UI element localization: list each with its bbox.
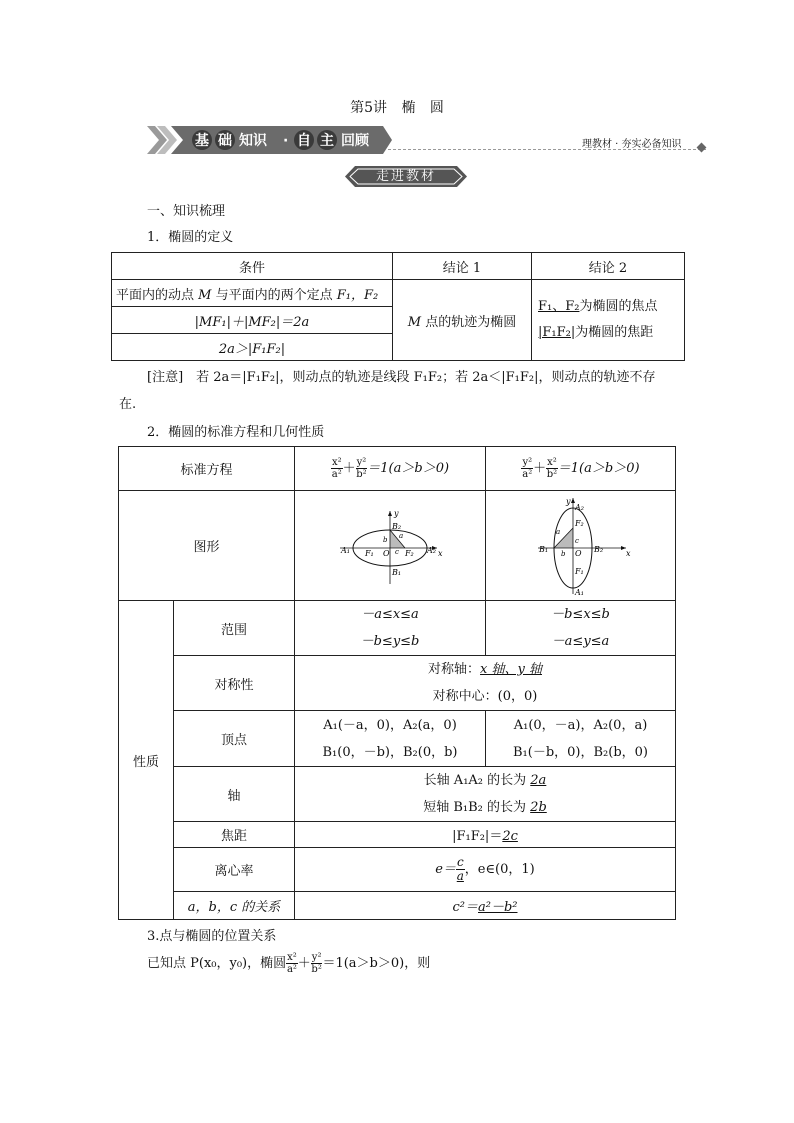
horizontal-ellipse-graph [335,506,445,586]
equation-vertical: $\frac{\text{y²}}{\text{a²}}$ ＋ $\frac{\text{x²}}{\text{b²}}$ ＝1(a＞b＞0) [486,447,676,491]
banner-dot: · [283,133,289,149]
header-condition: 条件 [112,253,393,280]
banner-subtitle: 理教材 · 夯实必备知识 [582,139,682,150]
properties-table [118,446,676,920]
point-position-statement: 已知点 P(x₀，y₀)，椭圆 $\frac{\text{x²}}{\text{a²}}$ ＋ $\frac{\text{y²}}{\text{b²}}$ ＝1(a＞b＞0)，则 [147,952,431,975]
banner-char-1: 基 [195,133,209,149]
heading-point-position: 3.点与椭圆的位置关系 [147,929,277,944]
graph2-label-b: b [560,549,565,558]
conclusion-2: F₁、F₂为椭圆的焦点 |F₁F₂|为椭圆的焦距 [532,280,685,361]
header-conclusion-2: 结论 2 [532,253,685,280]
vertices-vertical: A₁(0，－a)，A₂(0，a) B₁(－b，0)，B₂(b，0) [486,711,676,767]
topic-char-1: 椭 [401,100,416,116]
heading-definition: 1．椭圆的定义 [147,230,234,245]
heading-knowledge: 一、知识梳理 [147,204,226,219]
graph2-label-B2: B₂ [593,544,603,554]
topic-char-2: 圆 [429,100,444,116]
graph1-label-b: b [383,535,388,544]
graph2-label-y: y [565,496,571,506]
graph2-label-O: O [574,548,582,558]
graph-vertical-cell [486,491,676,601]
definition-table [111,252,685,361]
graph-horizontal-cell [295,491,486,601]
graph1-label-B1: B₁ [392,567,402,577]
graph2-label-A2: A₂ [574,502,584,512]
abc-relation-value: c²＝a²－b² [295,892,676,920]
graph2-label-B1: B₁ [538,544,548,554]
label-symmetry: 对称性 [174,656,295,711]
label-standard-equation: 标准方程 [119,447,295,491]
graph2-label-F2: F₂ [574,518,584,528]
label-vertices: 顶点 [174,711,295,767]
section-banner [147,126,392,154]
graph2-label-A1: A₁ [574,587,584,596]
conclusion-1: M 点的轨迹为椭圆 [393,280,532,361]
eccentricity-value: e＝ $\frac{c}{a}$ ，e∈(0，1) [295,848,676,892]
vertical-ellipse-graph [526,496,636,596]
graph1-label-F2: F₂ [405,548,414,558]
label-focal-distance: 焦距 [174,822,295,848]
label-axis: 轴 [174,767,295,822]
symmetry-value: 对称轴：x 轴、y 轴 对称中心：(0，0) [295,656,676,711]
condition-1: 平面内的动点 M 与平面内的两个定点 F₁，F₂ [112,280,393,307]
graph2-label-x: x [625,548,631,558]
condition-2: |MF₁|＋|MF₂|＝2a [112,307,393,334]
note-line-2: 在. [119,397,137,412]
diamond-icon [697,143,707,153]
label-abc-relation: a，b，c 的关系 [174,892,295,920]
graph1-label-a: a [399,531,404,540]
graph1-label-B2: B₂ [392,521,402,531]
banner-char-3: 自 [297,133,311,149]
banner-word-1: 知识 [239,133,267,149]
range-horizontal: －a≤x≤a －b≤y≤b [295,601,486,656]
section-badge-label: 走进教材 [375,169,436,184]
note-line-1: [注意] 若 2a＝|F₁F₂|，则动点的轨迹是线段 F₁F₂；若 2a＜|F₁F₂|，则动点的轨迹不存 [147,370,656,385]
graph1-label-F1: F₁ [365,548,374,558]
lecture-number: 第5讲 [350,100,387,116]
graph2-label-F1: F₁ [574,566,584,576]
header-conclusion-1: 结论 1 [393,253,532,280]
graph1-label-x: x [438,548,443,558]
graph2-label-a: a [555,527,560,536]
condition-3: 2a＞|F₁F₂| [112,334,393,361]
range-vertical: －b≤x≤b －a≤y≤a [486,601,676,656]
label-graph: 图形 [119,491,295,601]
vertices-horizontal: A₁(－a，0)，A₂(a，0) B₁(0，－b)，B₂(0，b) [295,711,486,767]
label-eccentricity: 离心率 [174,848,295,892]
focal-distance-value: |F₁F₂|＝2c [295,822,676,848]
label-properties: 性质 [119,601,174,920]
graph1-label-O: O [383,548,390,558]
graph1-label-A1: A₁ [341,545,350,555]
banner-char-2: 础 [218,133,232,149]
axis-value: 长轴 A₁A₂ 的长为 2a 短轴 B₁B₂ 的长为 2b [295,767,676,822]
banner-char-4: 主 [320,133,334,149]
heading-standard-equation: 2．椭圆的标准方程和几何性质 [147,425,325,440]
graph1-label-c: c [395,547,399,556]
banner-word-2: 回顾 [341,133,369,149]
equation-horizontal: $\frac{\text{x²}}{\text{a²}}$ ＋ $\frac{\text{y²}}{\text{b²}}$ ＝1(a＞b＞0) [295,447,486,491]
graph1-label-y: y [394,508,399,518]
label-range: 范围 [174,601,295,656]
page-title [0,97,794,117]
graph1-label-A2: A₂ [427,545,436,555]
graph2-label-c: c [574,536,579,545]
